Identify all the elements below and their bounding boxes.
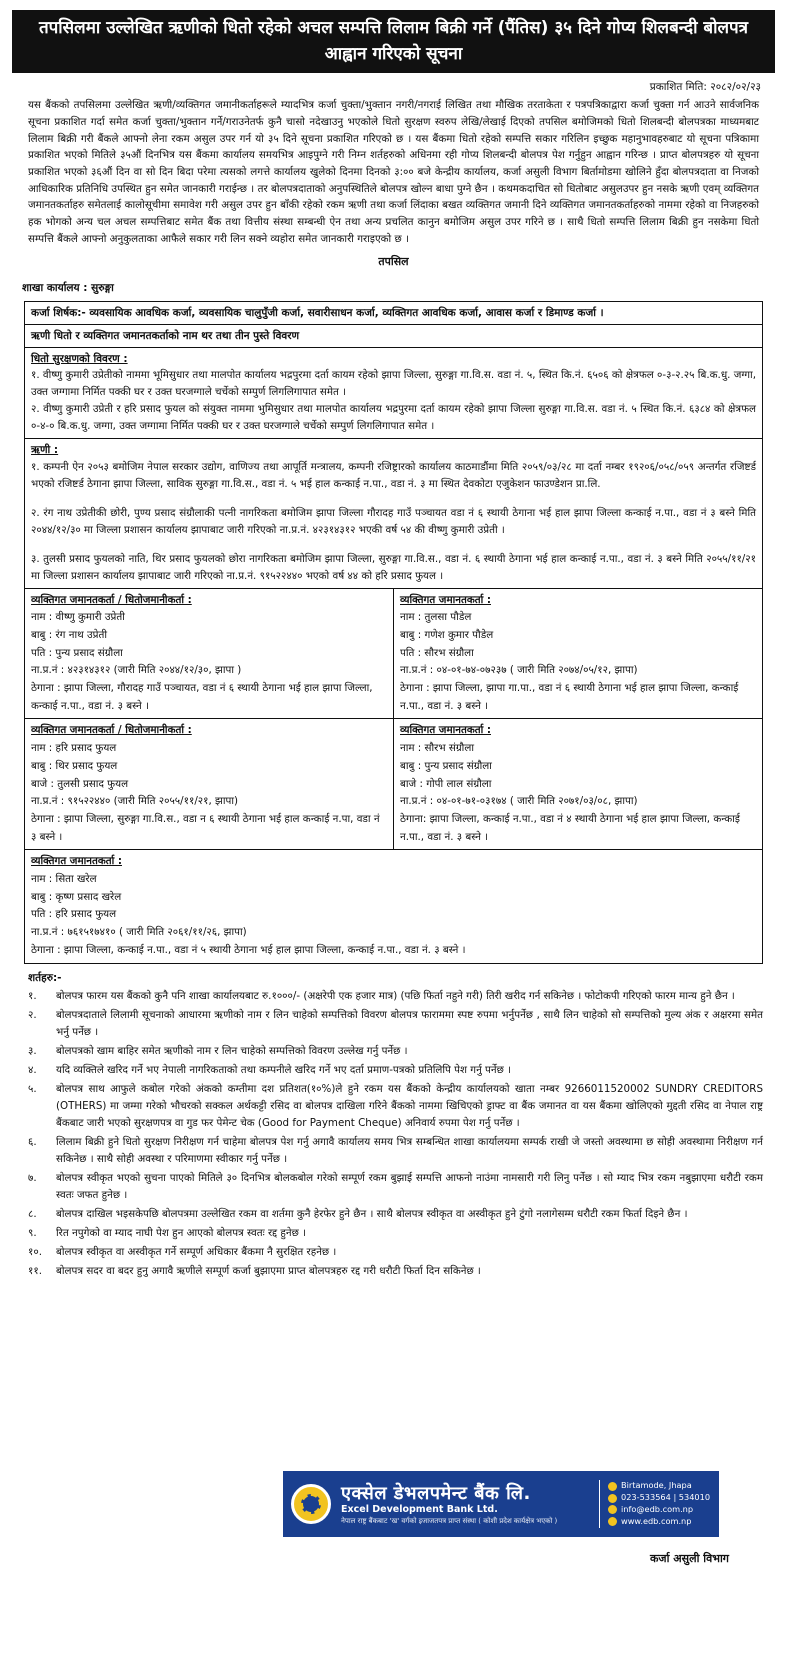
guarantor-relation: बाजे : गोपी लाल संग्रौला <box>400 777 492 790</box>
condition-number: ५. <box>28 1082 37 1095</box>
phone-icon <box>608 1494 617 1503</box>
guarantor-citizenship: ना.प्र.नं : ४२३१४३१२ (जारी मिति २०४४/१२/३०, झापा ) <box>31 664 242 677</box>
guarantor-heading: व्यक्तिगत जमानतकर्ता / धितोजमानीकर्ता : <box>31 593 192 606</box>
guarantor-name: नाम : हरि प्रसाद फुयल <box>31 742 117 755</box>
notice-title: तपसिलमा उल्लेखित ऋणीको धितो रहेको अचल सम्पत्ति लिलाम बिक्री गर्ने (पैंतिस) ३५ दिने गोप्य शिलबन्दी बोलपत्र आह्वान गरिएको सूचना <box>12 10 775 73</box>
guarantor-citizenship: ना.प्र.नं : ७६१५१७४१० ( जारी मिति २०६१/११/२६, झापा) <box>31 926 247 939</box>
condition-text: बोलपत्र फारम यस बैंकको कुनै पनि शाखा कार्यालयबाट रु.१०००/- (अक्षरेपी एक हजार मात्र) (पछि फिर्ता नहुने गरी) तिरी खरीद गर्न सकिनेछ । फोटोकपी गरिएको फारम मान्य हुने छैन । <box>56 989 735 1002</box>
guarantor-name: नाम : सौरभ संग्रौला <box>400 742 474 755</box>
section-title: तपसिल <box>378 255 409 269</box>
borrower-item: १. कम्पनी ऐन २०५३ बमोजिम नेपाल सरकार उद्योग, वाणिज्य तथा आपूर्ति मन्त्रालय, कम्पनी रजिष्ट्रारको कार्यालय काठमाडौंमा मिति २०५९/०३/२८ मा दर्ता नम्बर १९२०६/०५८/०५९ अन्तर्गत रजिष्टर्ड भएको रजिष्टर्ड ठेगाना झापा जिल्ला, साविक सुरुङ्गा गा.वि.स., वडा नं. ५ भई हाल कन्काई न.पा., वडा नं. ३ मा स्थित देवकोटा एजुकेशन फाउण्डेशन प्रा.लि. <box>31 460 756 490</box>
guarantor-card <box>25 589 394 719</box>
email-icon <box>608 1505 617 1514</box>
condition-item <box>28 1134 763 1168</box>
condition-number: ११. <box>28 1264 42 1277</box>
condition-number: ६. <box>28 1135 37 1148</box>
bank-banner <box>283 1471 719 1537</box>
guarantor-address: ठेगाना : झापा जिल्ला, कन्काई न.पा., वडा नं ५ स्थायी ठेगाना भई हाल झापा जिल्ला, कन्काई न.पा., वडा नं. ३ बस्ने । <box>31 943 466 956</box>
condition-number: ४. <box>28 1063 37 1076</box>
condition-number: २. <box>28 1008 37 1021</box>
guarantor-name: नाम : तुलसा पौडेल <box>400 611 472 624</box>
guarantor-citizenship: ना.प्र.नं : ०४-०१-७१-०३१७४ ( जारी मिति २०७१/०३/०८, झापा) <box>400 795 638 808</box>
collateral-heading: धितो सुरक्षणको विवरण : <box>31 353 128 366</box>
guarantor-card <box>25 850 762 962</box>
branch-office: शाखा कार्यालय : सुरुङ्गा <box>22 282 114 295</box>
guarantor-heading: व्यक्तिगत जमानतकर्ता / धितोजमानीकर्ता : <box>31 724 192 737</box>
guarantor-row <box>25 589 762 720</box>
guarantor-father: बाबु : कृष्ण प्रसाद खरेल <box>31 890 122 903</box>
guarantor-relation: पति : सौरभ संग्रौला <box>400 646 474 659</box>
email-text[interactable]: info@edb.com.np <box>621 1504 694 1514</box>
condition-item <box>28 1081 763 1132</box>
condition-text: बोलपत्र साथ आफुले कबोल गरेको अंकको कम्तीमा दश प्रतिशत(१०%)ले हुने रकम यस बैंकको केन्द्रीय कार्यालयको खाता नम्बर 9266011520002 SUNDRY CREDITORS (OTHERS) मा जम्मा गरेको भौचरको सक्कल अर्थकट्टी रसिद वा बोलपत्र दाखिला गरिने बैंकको नाममा खिचिएको ड्राफ्ट वा बैंक जमानत वा यस बैंकमा खोलिएको मुद्दती रसिद वा नेपाल राष्ट्र बैंकबाट जारी भएको सुरक्षणपत्र वा गुड फर पेमेन्ट चेक (Good for Payment Cheque) अनिवार्य रुपमा पेश गर्नु पर्नेछ । <box>56 1082 763 1129</box>
condition-item <box>28 1263 763 1280</box>
collateral-item: २. वीष्णु कुमारी उप्रेती र हरि प्रसाद फुयल को संयुक्त नाममा भुमिसुधार तथा मालपोत कार्यालय भद्रपुरमा दर्ता कायम रहेको झापा जिल्ला सुरुङ्गा गा.वि.स. वडा नं. ५ स्थित कि.नं. ६३८४ को क्षेत्रफल ०-४-० बि.क.धु. जग्गा, उक्त जग्गामा निर्मित पक्की घर र उक्त घरजग्गाले चर्चेको सम्पुर्ण लिगलिगापात समेत । <box>31 403 756 433</box>
guarantor-row <box>25 719 762 850</box>
condition-number: ९. <box>28 1226 37 1239</box>
phone-text: 023-533564 | 534010 <box>621 1492 711 1503</box>
condition-item <box>28 1206 763 1223</box>
borrower-item: २. रंग नाथ उप्रेतीकी छोरी, पुण्य प्रसाद संग्रौलाकी पत्नी नागरिकता बमोजिम झापा जिल्ला गौरादह गाउँ पञ्चायत वडा नं ६ स्थायी ठेगाना भई हाल झापा जिल्ला कन्काई न.पा., वडा नं ३ बस्ने मिति २०४४/१२/३० मा जिल्ला प्रशासन कार्यालय झापाबाट जारी गरिएको ना.प्र.नं. ४२३१४३१२ भएकी वर्ष ५४ की वीष्णु कुमारी उप्रेती । <box>31 506 756 536</box>
guarantor-card <box>394 589 762 719</box>
guarantor-relation: पति : पुन्य प्रसाद संग्रौला <box>31 646 123 659</box>
address-text: Birtamode, Jhapa <box>621 1480 692 1491</box>
condition-text: लिलाम बिक्री हुने धितो सुरक्षण निरीक्षण गर्न चाहेमा बोलपत्र पेश गर्नु अगावै कार्यालय समय भित्र सम्बन्धित शाखा कार्यालयमा सम्पर्क राखी जे जस्तो अवस्थामा छ सोही अवस्थामा निरीक्षण गर्न सकिनेछ । साथै सोही अवस्था र परिमाणमा स्वीकार गर्नु पर्नेछ । <box>56 1135 763 1165</box>
guarantor-address: ठेगाना : झापा जिल्ला, गौरादह गाउँ पञ्चायत, वडा नं ६ स्थायी ठेगाना भई हाल झापा जिल्ला, कन्काई न.पा., वडा नं. ३ बस्ने । <box>31 682 373 712</box>
condition-item <box>28 1062 763 1079</box>
condition-text: बोलपत्र स्वीकृत भएको सुचना पाएको मितिले ३० दिनभित्र बोलकबोल गरेको सम्पूर्ण रकम बुझाई सम्पत्ति आफनो नाउंमा नामसारी गरी लिनु पर्नेछ । सो म्याद भित्र रकम नबुझाएमा धरौटी रकम स्वतः जफत हुनेछ । <box>56 1171 763 1201</box>
bank-tagline: नेपाल राष्ट्र बैंकबाट 'ख' वर्गको इजाजतपत्र प्राप्त संस्था ( कोशी प्रदेश कार्यक्षेत्र भएको ) <box>341 1516 558 1525</box>
condition-text: यदि व्यक्तिले खरिद गर्ने भए नेपाली नागरिकताको तथा कम्पनीले खरिद गर्ने भए दर्ता प्रमाण-पत्रको प्रतिलिपि पेश गर्नु पर्नेछ । <box>56 1063 512 1076</box>
guarantor-card <box>394 719 762 849</box>
intro-paragraph: यस बैंकको तपसिलमा उल्लेखित ऋणी/व्यक्तिगत जमानीकर्ताहरूले म्यादभित्र कर्जा चुक्ता/भुक्तान नगरी/नगराई लिखित तथा मौखिक तरताकेता र पत्रपत्रिकाद्वारा कर्जा चुक्ता गर्न आउने सार्वजनिक सूचना प्रकाशित गर्दा समेत कर्जा चुक्ता/भुक्तान गर्ने/गराउनेतर्फ कुनै चासो नदेखाउनु भएकोले धितो सुरक्षण स्वरुप लेखि/लेखाई दिएको तपसिल बमोजिमको धितो शिलबन्दी बोलपत्रका माध्यमबाट लिलाम बिक्री गरी बैंकले आफ्नो लेना रकम असुल उपर गर्न यो ३५ दिने सूचना प्रकाशित गरिएको छ । यस बैंकमा धितो रहेको सम्पत्ति सकार गरिलिन इच्छुक महानुभावहरुबाट यो सूचना पत्रिकामा प्रकाशित भएको मितिले ३५औं दिनभित्र यस बैंकमा कार्यालय समयभित्र आइपुग्ने गरी निम्न शर्तहरुको अधिनमा रही गोप्य शिलबन्दी बोलपत्र पेश गर्नुहुन आह्वान गरिन्छ । प्राप्त बोलपत्रहरु यो सूचना प्रकाशित भएको ३६औं दिन वा सो दिन बिदा परेमा त्यसको लगत्ते कार्यालय खुलेको दिनमा दिनको ३:०० बजे केन्द्रीय कार्यालय, कर्जा असुली विभाग बिर्तामोडमा खोलिने हुँदा बोलपत्रदाता वा निजको आधिकारिक प्रतिनिधि उपस्थित हुन समेत जानकारी गराईन्छ । तर बोलपत्रदाताको अनुपस्थितिले बोलपत्र खोल्न बाधा पुग्ने छैन । कथमकदाचित सो धितोबाट असुलउपर हुन नसके ऋणी एवम् व्यक्तिगत जमानतकर्ताहरु समेतलाई कालोसूचीमा समावेश गरी असुल उपर हुन बाँकी रहेको रकम ऋणी तथा कर्जा लिंदाका बखत व्यक्तिगत जमानी दिने व्यक्तिगत जमानतकर्ताहरुको नाममा रहेको वा निजहरुको हक भोगको अन्य चल अचल सम्पत्तिबाट समेत बैंक तथा वित्तीय संस्था सम्बन्धी ऐन तथा अन्य प्रचलित कानुन बमोजिम असुल उपर गरिने छ । साथै धितो सम्पत्ति लिलाम बिक्री हुन नसकेमा धितो सम्पत्ति बैंकले आफ्नो अनुकुलताका आफैले सकार गरी लिन सक्ने व्यहोरा समेत जानकारी गराइएको छ । <box>28 99 759 245</box>
condition-text: बोलपत्र सदर वा बदर हुनु अगावै ऋणीले सम्पूर्ण कर्जा बुझाएमा प्राप्त बोलपत्रहरु रद्द गरी धरौटी फिर्ता दिन सकिनेछ । <box>56 1264 481 1277</box>
guarantor-name: नाम : वीष्णु कुमारी उप्रेती <box>31 611 125 624</box>
globe-icon <box>608 1517 617 1526</box>
published-date: प्रकाशित मिति: २०८२/०२/२३ <box>649 81 761 93</box>
condition-item <box>28 1043 763 1060</box>
bank-name-english: Excel Development Bank Ltd. <box>341 1504 498 1516</box>
condition-text: बोलपत्रको खाम बाहिर समेत ऋणीको नाम र लिन चाहेको सम्पत्तिको विवरण उल्लेख गर्नु पर्नेछ । <box>56 1044 408 1057</box>
bank-logo-icon <box>291 1484 331 1524</box>
guarantor-address: ठेगाना : झापा जिल्ला, झापा गा.पा., वडा नं ६ स्थायी ठेगाना भई हाल झापा जिल्ला, कन्काई न.पा., वडा नं. ३ बस्ने । <box>400 682 739 712</box>
guarantor-heading: व्यक्तिगत जमानतकर्ता : <box>31 855 122 868</box>
guarantor-father: बाबु : रंग नाथ उप्रेती <box>31 628 107 641</box>
bank-names <box>341 1483 599 1525</box>
collateral-section <box>25 348 762 439</box>
condition-number: ८. <box>28 1207 37 1220</box>
condition-number: १. <box>28 989 37 1002</box>
guarantor-address: ठेगाना : झापा जिल्ला, सुरुङ्गा गा.वि.स., वडा न ६ स्थायी ठेगाना भई हाल कन्काई न.पा, वडा नं ३ बस्ने । <box>31 812 380 843</box>
guarantor-heading: व्यक्तिगत जमानतकर्ता : <box>400 593 491 606</box>
guarantor-card <box>25 719 394 849</box>
condition-item <box>28 1225 763 1242</box>
location-icon <box>608 1482 617 1491</box>
condition-item <box>28 1007 763 1041</box>
conditions-section <box>12 964 775 1280</box>
bank-name-nepali: एक्सेल डेभलपमेन्ट बैंक लि. <box>341 1482 531 1504</box>
contact-phone <box>608 1492 711 1504</box>
guarantor-father: बाबु : पुन्य प्रसाद संग्रौला <box>400 759 492 772</box>
notice-page <box>0 10 787 1658</box>
bank-contacts <box>599 1480 711 1528</box>
condition-item <box>28 988 763 1005</box>
condition-text: रित नपुगेको वा म्याद नाघी पेश हुन आएको बोलपत्र स्वतः रद्द हुनेछ । <box>56 1226 307 1239</box>
borrower-item: ३. तुलसी प्रसाद फुयलको नाति, थिर प्रसाद फुयलको छोरा नागरिकता बमोजिम झापा जिल्ला, सुरुङ्गा गा.वि.स., वडा नं. ६ स्थायी ठेगाना भई हाल कन्काई न.पा., वडा नं. ३ बस्ने मिति २०५५/११/२१ मा जिल्ला प्रशासन कार्यालय झापाबाट जारी गरिएको ना.प्र.नं. ९१५२२४४० भएको वर्ष ४४ को हरि प्रसाद फुयल । <box>31 552 756 582</box>
department-signature: कर्जा असुली विभाग <box>649 1552 729 1565</box>
guarantor-relation: पति : हरि प्रसाद फुयल <box>31 908 117 921</box>
details-table <box>24 301 763 964</box>
borrower-header-row: ऋणी धितो र व्यक्तिगत जमानतकर्ताको नाम थर तथा तीन पुस्ते विवरण <box>25 325 762 348</box>
condition-number: ७. <box>28 1171 37 1184</box>
contact-address <box>608 1480 711 1492</box>
guarantor-citizenship: ना.प्र.नं : ०४-०१-७४-०७२३७ ( जारी मिति २०७४/०५/१२, झापा) <box>400 664 638 677</box>
borrower-heading: ऋणी : <box>31 444 59 457</box>
condition-text: बोलपत्र स्वीकृत वा अस्वीकृत गर्ने सम्पूर्ण अधिकार बैंकमा नै सुरक्षित रहनेछ । <box>56 1245 337 1258</box>
guarantor-name: नाम : सिता खरेल <box>31 873 97 886</box>
borrower-section <box>25 439 762 588</box>
guarantor-citizenship: ना.प्र.नं : ९१५२२४४० (जारी मिति २०५५/११/२१, झापा) <box>31 795 239 808</box>
contact-website[interactable] <box>608 1516 711 1528</box>
condition-item <box>28 1170 763 1204</box>
condition-number: १०. <box>28 1245 42 1258</box>
guarantor-address: ठेगाना: झापा जिल्ला, कन्काई न.पा., वडा नं ४ स्थायी ठेगाना भई हाल झापा जिल्ला, कन्काई न.पा., वडा नं. ३ बस्ने । <box>400 812 740 843</box>
conditions-heading: शर्तहरु:- <box>28 971 62 984</box>
guarantor-heading: व्यक्तिगत जमानतकर्ता : <box>400 724 491 737</box>
guarantor-relation: बाजे : तुलसी प्रसाद फुयल <box>31 777 129 790</box>
condition-number: ३. <box>28 1044 37 1057</box>
condition-text: बोलपत्रदाताले लिलामी सूचनाको आधारमा ऋणीको नाम र लिन चाहेको सम्पत्तिको विवरण बोलपत्र फाराममा स्पष्ट रुपमा भर्नुपर्नेछ , साथै लिन चाहेको सो सम्पत्तिको मुल्य अंक र अक्षरमा समेत भर्नु पर्नेछ । <box>56 1008 763 1038</box>
website-text[interactable]: www.edb.com.np <box>621 1515 692 1526</box>
guarantor-father: बाबु : गणेश कुमार पौडेल <box>400 628 494 641</box>
guarantor-father: बाबु : थिर प्रसाद फुयल <box>31 759 118 772</box>
collateral-item: १. वीष्णु कुमारी उप्रेतीको नाममा भूमिसुधार तथा मालपोत कार्यालय भद्रपुरमा दर्ता कायम रहेको झापा जिल्ला, सुरुङ्गा गा.वि.स. वडा नं. ५, स्थित कि.नं. ६५०६ को क्षेत्रफल ०-३-२.२५ बि.क.धु. जग्गा, उक्त जग्गामा निर्मित पक्की घर र उक्त घरजग्गाले चर्चेको सम्पुर्ण लिगलिगापात समेत । <box>31 369 756 399</box>
contact-email[interactable] <box>608 1504 711 1516</box>
loan-type-row: कर्जा शिर्षक:- व्यवसायिक आवधिक कर्जा, व्यवसायिक चालुपुँजी कर्जा, सवारीसाधन कर्जा, व्यक्तिगत आवधिक कर्जा, आवास कर्जा र डिमाण्ड कर्जा । <box>25 302 762 325</box>
condition-text: बोलपत्र दाखिल भइसकेपछि बोलपत्रमा उल्लेखित रकम वा शर्तमा कुनै हेरफेर हुने छैन । साथै बोलपत्र स्वीकृत वा अस्वीकृत हुने टुंगो नलागेसम्म धरौटी रकम फिर्ता दिइने छैन । <box>56 1207 688 1220</box>
condition-item <box>28 1244 763 1261</box>
